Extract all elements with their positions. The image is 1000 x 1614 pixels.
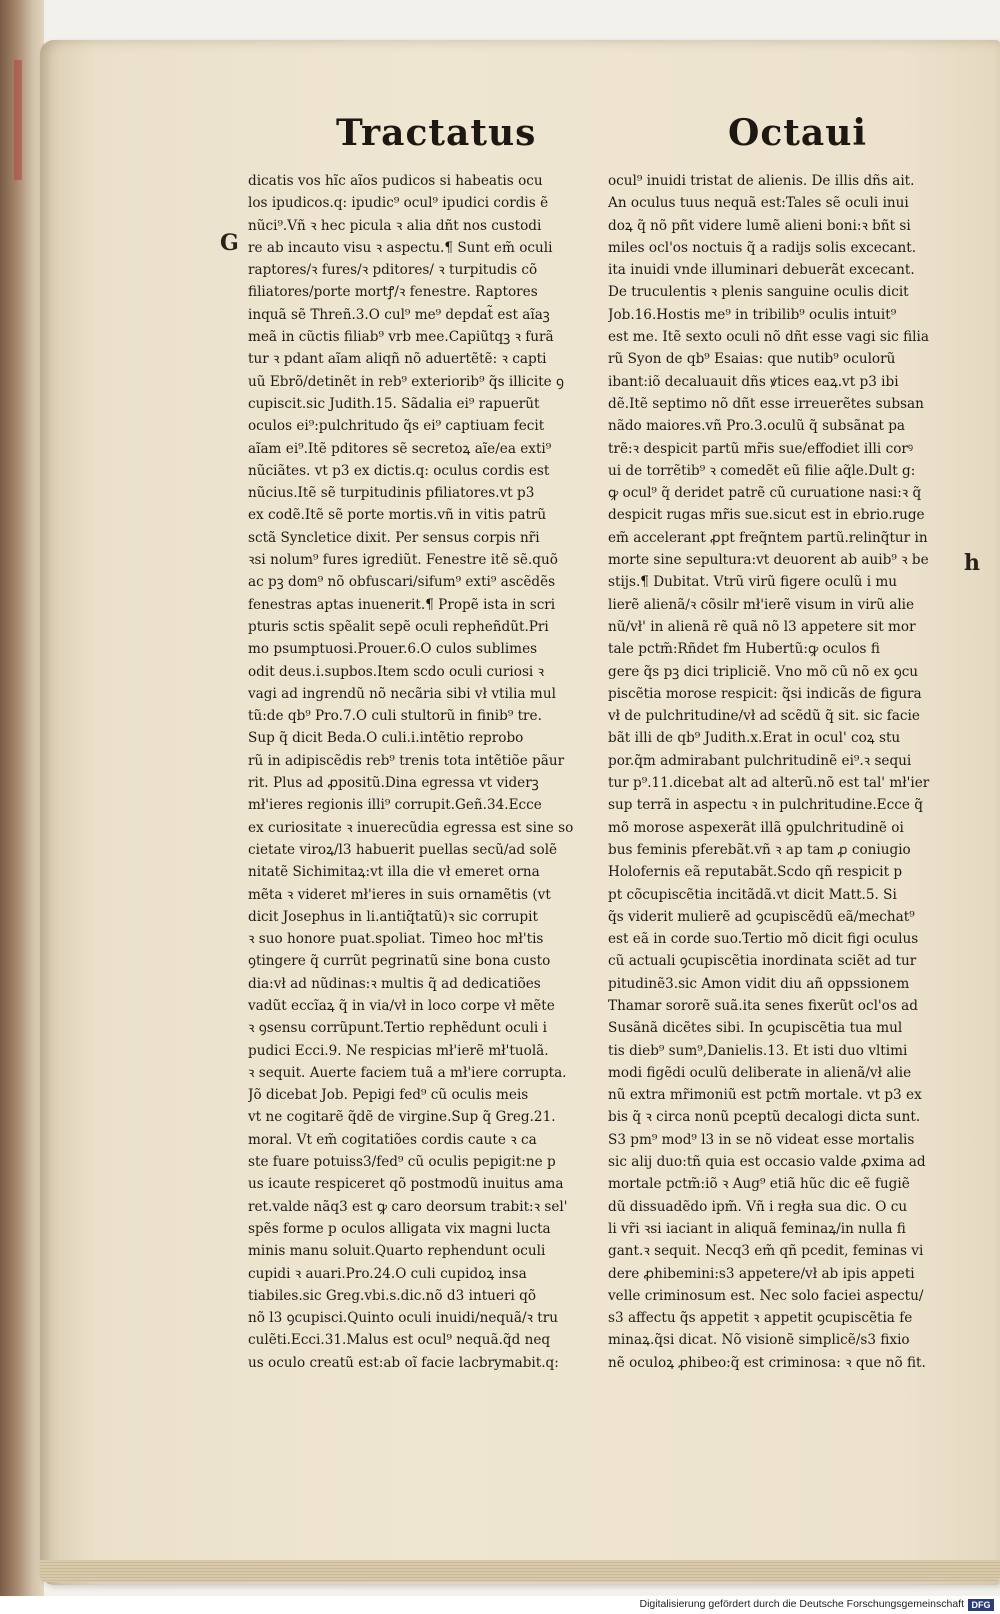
text-line: odit deus.i.supbos.Item scdo oculi curiosi ꝛ: [248, 663, 545, 680]
text-line: ꝛ suo honore puat.spoliat. Timeo hoc mł'tis: [248, 931, 544, 948]
text-line: stijs.¶ Dubitat. Vtrũ virũ figere oculũ i mu: [608, 574, 898, 591]
text-line: spẽs forme p oculos alligata vix magni lucta: [248, 1220, 551, 1237]
text-line: cupiscit.sic Judith.15. Sãdalia ei⁹ rapuerũt: [248, 395, 540, 412]
text-line: uũ Ebrõ/detinẽt in reb⁹ exteriorib⁹ q̃s illicite ꝯ: [248, 373, 565, 390]
text-line: Susãnã dicẽtes sibi. In ꝯcupiscẽtia tua mul: [608, 1020, 903, 1037]
text-line: vł de pulchritudine/vł ad scẽdũ q̃ sit. sic facie: [608, 708, 920, 725]
text-line: bãt illi de qb⁹ Judith.x.Erat in ocul' coꝝ stu: [608, 730, 901, 747]
text-line: despicit rugas mr̃is sue.sicut est in ebrio.ruge: [608, 507, 925, 524]
text-line: bis q̃ ꝛ circa nonũ pceptũ decalogi dicta sunt.: [608, 1109, 921, 1126]
text-line: cũ actuali ꝯcupiscẽtia inordinata sciẽt ad tur: [608, 953, 917, 970]
text-line: meã in cũctis filiab⁹ vrb mee.Capiũtqꝫ ꝛ furã: [248, 329, 554, 346]
text-line: los ipudicos.q: ipudic⁹ ocul⁹ ipudici cordis ẽ: [248, 195, 549, 212]
text-line: ꝙ ocul⁹ q̃ deridet patrẽ cũ curuatione nasi:ꝛ q̃: [608, 485, 922, 502]
text-column-right: [608, 170, 953, 1374]
text-line: us oculo creatũ est:ab oĩ facie lacbrymabit.q:: [248, 1354, 559, 1371]
text-line: nũ extra mr̃imoniũ est pctm̃ mortale. vt p3 ex: [608, 1087, 922, 1104]
text-line: nãdo maiores.vñ Pro.3.oculũ q̃ subsãnat pa: [608, 418, 906, 435]
text-line: ex codẽ.Itẽ sẽ porte mortis.vñ in vitis patrũ: [248, 507, 547, 524]
funding-credit: Digitalisierung gefördert durch die Deutsche Forschungsgemeinschaft: [639, 1598, 964, 1610]
text-line: culẽti.Ecci.31.Malus est ocul⁹ nequã.q̃d neq: [248, 1332, 551, 1349]
text-line: por.q̃m admirabant pulchritudinẽ ei⁹.ꝛ sequi: [608, 752, 912, 769]
text-line: dũ dissuadẽdo ipm̃. Vñ i regła sua dic. O cu: [608, 1198, 908, 1215]
text-line: ꝛsi nolum⁹ fures igrediũt. Fenestre itẽ sẽ.quõ: [248, 552, 558, 569]
text-line: est eã in corde suo.Tertio mõ dicit figi oculus: [608, 931, 919, 948]
page-stack-edge: [40, 1560, 1000, 1582]
text-line: morte sine sepultura:vt deuorent ab auib⁹ ꝛ be: [608, 552, 929, 569]
text-line: miles ocl'os noctuis q̃ a radijs solis excecant.: [608, 239, 917, 256]
text-line: gere q̃s pꝫ dici tripliciẽ. Vno mõ cũ nõ ex ꝯcu: [608, 663, 919, 680]
text-line: nũcius.Itẽ sẽ turpitudinis pfiliatores.vt p3: [248, 485, 535, 502]
text-column-left: [248, 170, 593, 1374]
text-line: filiatores/porte mortꝭ/ꝛ fenestre. Raptores: [248, 284, 538, 301]
text-line: velle criminosum est. Nec solo faciei aspectu/: [608, 1287, 924, 1304]
text-line: bus feminis pferebãt.vñ ꝛ ap tam ꝓ coniugio: [608, 841, 911, 858]
text-line: vt ne cogitarẽ q̃dẽ de virgine.Sup q̃ Greg.21.: [248, 1109, 556, 1126]
dfg-logo: DFG: [968, 1599, 994, 1611]
text-line: piscẽtia morose respicit: q̃si indicãs de figura: [608, 685, 922, 702]
text-line: tũ:de qb⁹ Pro.7.O culi stultorũ in finib⁹ tre.: [248, 708, 542, 725]
text-line: tiabiles.sic Greg.vbi.s.dic.nõ d3 intueri qõ: [248, 1287, 537, 1304]
text-line: cietate viroꝝ/l3 habuerit puellas secũ/ad solẽ: [248, 841, 558, 858]
text-line: ui de torrẽtib⁹ ꝛ comedẽt eũ filie aq̃le.Dult g:: [608, 462, 916, 479]
text-line: dere ꝓhibemini:s3 appetere/vł ab ipis appeti: [608, 1265, 915, 1282]
text-line: Jõ dicebat Job. Pepigi fed⁹ cũ oculis meis: [248, 1087, 529, 1104]
text-line: mo psumptuosi.Prouer.6.O culos sublimes: [248, 641, 538, 658]
text-line: mõ morose aspexerãt illã ꝯpulchritudinẽ oi: [608, 819, 904, 836]
text-line: rũ in adipiscẽdis reb⁹ trenis tota intẽtiõe pãur: [248, 752, 565, 769]
text-line: rũ Syon de qb⁹ Esaias: que nutib⁹ oculorũ: [608, 351, 896, 368]
text-line: ex curiositate ꝛ inuerecũdia egressa est sine so: [248, 819, 574, 836]
text-line: rit. Plus ad ꝓpositũ.Dina egressa vt viderꝫ: [248, 775, 539, 792]
text-line: us icaute respiceret qõ postmodũ inuitus ama: [248, 1176, 564, 1193]
text-line: nitatẽ Sichimitaꝝ:vt illa die vł emeret orna: [248, 864, 540, 881]
text-line: dẽ.Itẽ septimo nõ dñt esse irreuerẽtes subsan: [608, 395, 924, 412]
text-line: ocul⁹ inuidi tristat de alienis. De illis dñs ait.: [608, 173, 915, 189]
text-line: dia:vł ad nũdinas:ꝛ multis q̃ ad dedicatiões: [248, 975, 541, 992]
text-line: nẽ oculoꝝ ꝓhibeo:q̃ est criminosa: ꝛ que nõ fit.: [608, 1354, 926, 1371]
text-line: Sup q̃ dicit Beda.O culi.i.intẽtio reprobo: [248, 730, 524, 747]
text-line: mł'ieres regionis illi⁹ corrupit.Geñ.34.Ecce: [248, 797, 542, 814]
text-line: nũciãtes. vt p3 ex dictis.q: oculus cordis est: [248, 462, 550, 479]
text-line: pturis sctis spẽalit sepẽ oculi repheñdũt.Pri: [248, 618, 549, 635]
running-head-left: Tractatus: [336, 112, 537, 154]
text-line: est me. Itẽ sexto oculi nõ dñt esse vagi sic filia: [608, 329, 929, 346]
text-line: trẽ:ꝛ despicit partũ mr̃is sue/effodiet illi corꝰ: [608, 440, 914, 457]
text-line: nũ/vł' in alienã rẽ quã nõ l3 appetere sit mor: [608, 618, 916, 635]
text-line: tur ꝛ pdant aĩam aliqñ nõ aduertẽtẽ: ꝛ capti: [248, 351, 547, 368]
text-line: aĩam ei⁹.Itẽ pditores sẽ secretoꝝ aĩe/ea exti⁹: [248, 440, 552, 457]
text-line: tale pctm̃:Rñdet fm Hubertũ:ꝙ oculos fi: [608, 641, 880, 658]
text-line: pt cõcupiscẽtia incitãdã.vt dicit Matt.5. Si: [608, 886, 897, 903]
text-line: moral. Vt em̃ cogitatiões cordis caute ꝛ ca: [248, 1131, 537, 1148]
text-line: ste fuare potuiss3/fed⁹ cũ oculis pepigit:ne p: [248, 1154, 556, 1171]
text-line: Thamar sororẽ suã.ita senes fixerũt ocl'os ad: [608, 997, 918, 1014]
text-line: modi figẽdi oculũ deliberate in alienã/vł alie: [608, 1064, 912, 1081]
text-line: li vr̃i ꝛsi iaciant in aliquã feminaꝝ/in nulla fi: [608, 1220, 906, 1237]
text-line: oculos ei⁹:pulchritudo q̃s ei⁹ captiuam fecit: [248, 418, 545, 435]
margin-letter-right: h: [964, 550, 980, 576]
text-line: vagi ad ingrendũ nõ necãria sibi vł vtilia mul: [248, 685, 556, 702]
text-line: nõ l3 ꝯcupisci.Quinto oculi inuidi/nequã/ꝛ tru: [248, 1310, 559, 1327]
text-line: ac pꝫ dom⁹ nõ obfuscari/sifum⁹ exti⁹ ascẽdẽs: [248, 574, 556, 591]
text-line: em̃ accelerant ꝓpt freq̃ntem partũ.relinq̃tur in: [608, 529, 928, 546]
text-line: q̃s viderit mulierẽ ad ꝯcupiscẽdũ eã/mechat⁹: [608, 908, 915, 925]
text-line: mẽta ꝛ videret mł'ieres in suis ornamẽtis (vt: [248, 886, 551, 903]
text-line: dicatis vos hĩc aĩos pudicos si habeatis ocu: [248, 173, 543, 189]
text-line: tis dieb⁹ sum⁹,Danielis.13. Et isti duo vltimi: [608, 1042, 908, 1059]
text-line: s3 affectu q̃s appetit ꝛ appetit ꝯcupiscẽtia fe: [608, 1310, 913, 1327]
text-line: fenestras aptas inuenerit.¶ Propẽ ista in scri: [248, 596, 556, 613]
text-line: ꝯtingere q̃ currũt pegrinatũ sine bona custo: [248, 953, 551, 970]
text-line: re ab incauto visu ꝛ aspectu.¶ Sunt em̃ oculi: [248, 239, 553, 256]
text-line: cupidi ꝛ auari.Pro.24.O culi cupidoꝝ insa: [248, 1265, 527, 1282]
text-line: dicit Josephus in li.antiq̃tatũ)ꝛ sic corrupit: [248, 908, 538, 925]
text-line: ita inuidi vnde illuminari debuerãt excecant.: [608, 262, 915, 279]
text-line: minaꝝ.q̃si dicat. Nõ visionẽ simplicẽ/s3 fixio: [608, 1332, 910, 1349]
text-line: sic alij duo:tñ quia est occasio valde ꝓxima ad: [608, 1154, 926, 1171]
text-line: raptores/ꝛ fures/ꝛ pditores/ ꝛ turpitudis cõ: [248, 262, 538, 279]
text-line: Holofernis eã reputabãt.Scdo qñ respicit p: [608, 864, 903, 881]
text-line: pitudinẽ3.sic Amon vidit diu añ oppssionem: [608, 975, 910, 992]
text-line: De truculentis ꝛ plenis sanguine oculis dicit: [608, 284, 909, 301]
book-spine-edge: [0, 0, 44, 1614]
text-line: doꝝ q̃ nõ pñt videre lumẽ alieni boni:ꝛ bñt si: [608, 217, 911, 234]
text-line: An oculus tuus nequã est:Tales sẽ oculi inui: [608, 195, 909, 212]
text-line: lierẽ alienã/ꝛ cõsilr mł'ierẽ visum in virũ alie: [608, 596, 915, 613]
text-line: ꝛ ꝯsensu corrũpunt.Tertio rephẽdunt oculi i: [248, 1020, 547, 1037]
text-line: sctã Syncletice dixit. Per sensus corpis nr̃i: [248, 529, 540, 546]
text-line: nũci⁹.Vñ ꝛ hec picula ꝛ alia dñt nos custodi: [248, 217, 542, 234]
running-head-right: Octaui: [728, 112, 868, 154]
text-line: Job.16.Hostis me⁹ in tribilib⁹ oculis intuit⁹: [608, 306, 897, 323]
text-line: minis manu soluit.Quarto rephendunt oculi: [248, 1243, 546, 1260]
text-line: ꝛ sequit. Auerte faciem tuã a mł'iere corrupta.: [248, 1064, 567, 1081]
text-line: gant.ꝛ sequit. Necq3 em̃ qñ pcedit, feminas vi: [608, 1243, 924, 1260]
text-line: vadũt eccĩaꝝ q̃ in via/vł in loco corpe vł mẽte: [248, 997, 555, 1014]
text-line: inquã sẽ Threñ.3.O cul⁹ me⁹ depdat̃ est aĩaꝫ: [248, 306, 550, 323]
margin-letter-left: G: [220, 230, 239, 256]
text-line: mortale pctm̃:iõ ꝛ Aug⁹ etiã hũc dic eẽ fugiẽ: [608, 1176, 910, 1193]
text-line: S3 pm⁹ mod⁹ l3 in se nõ videat esse mortalis: [608, 1131, 915, 1148]
text-line: tur p⁹.11.dicebat alt ad alterũ.nõ est tal' mł'ier: [608, 775, 930, 792]
running-head: [0, 112, 1000, 162]
text-line: pudici Ecci.9. Ne respicias mł'ierẽ mł'tuolã.: [248, 1042, 549, 1059]
text-line: sup terrã in aspectu ꝛ in pulchritudine.Ecce q̃: [608, 797, 923, 814]
text-line: ret.valde nãq3 est ꝙ caro deorsum trabit:ꝛ sel': [248, 1198, 568, 1215]
text-line: ibant:iõ decaluauit dñs ꝟtices eaꝝ.vt p3 ibi: [608, 373, 899, 390]
